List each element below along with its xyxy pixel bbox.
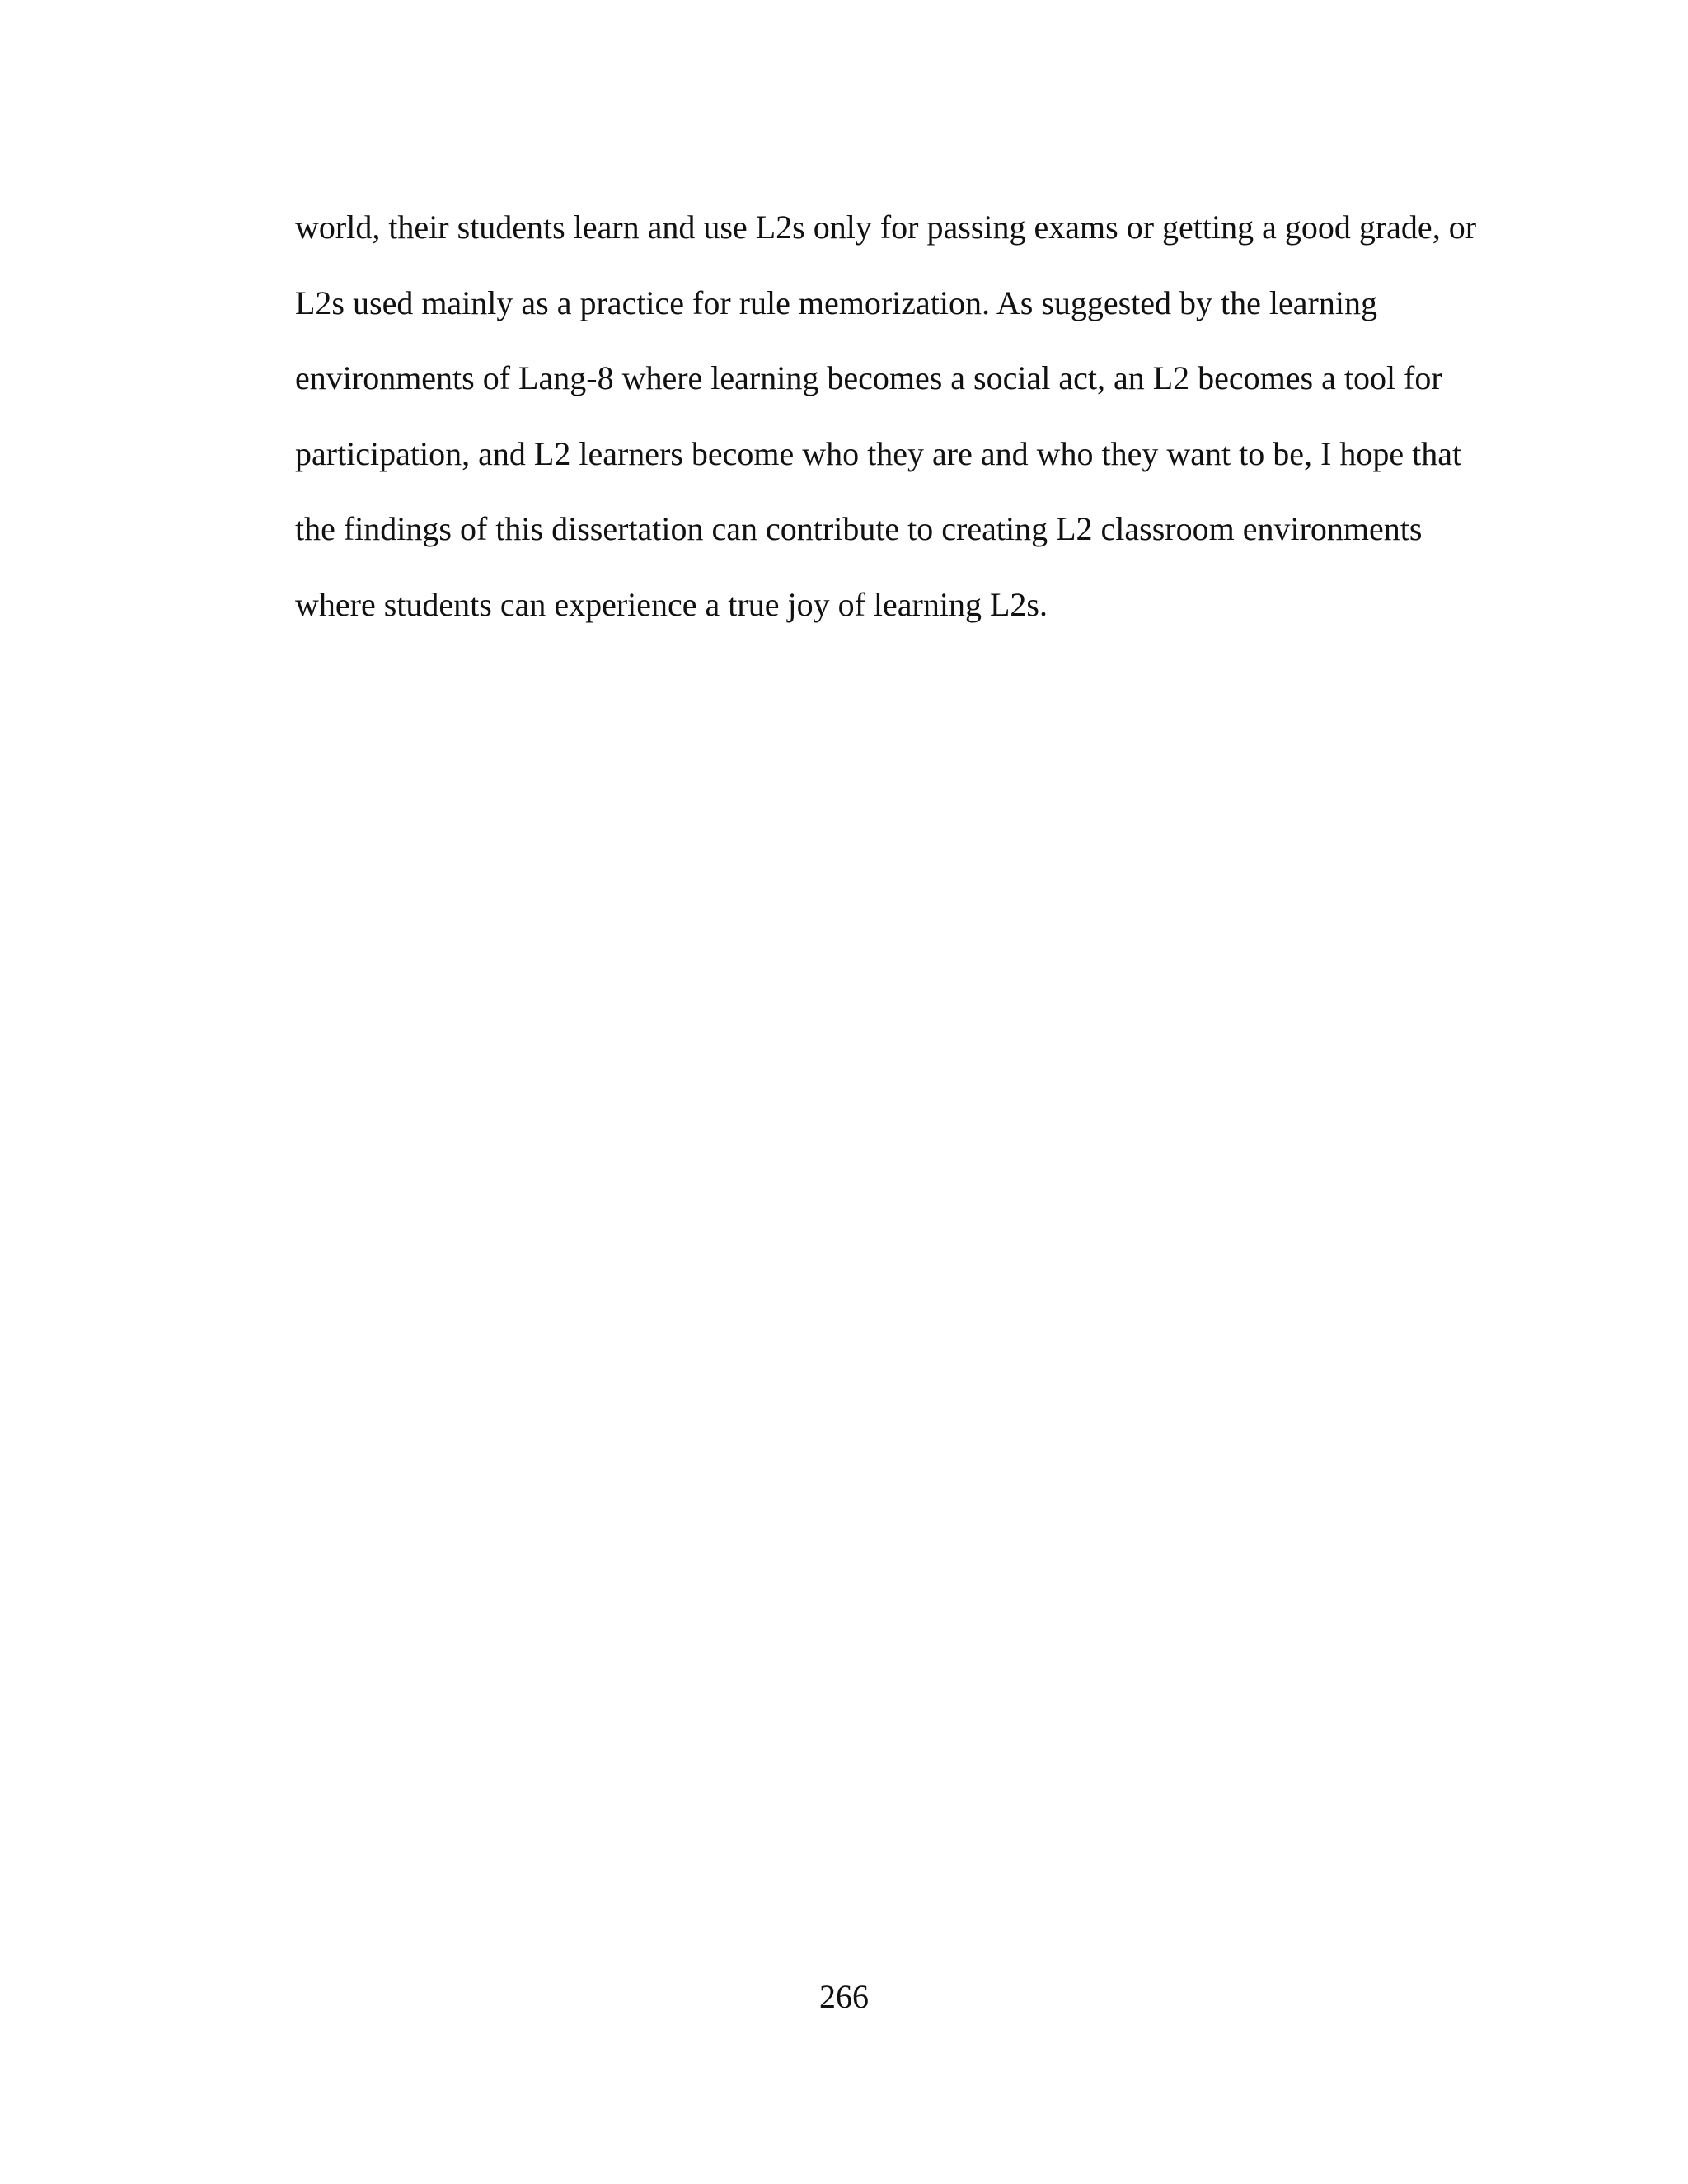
page-number: 266 <box>819 1978 869 2015</box>
text-line: environments of Lang-8 where learning becomes a social act, an L2 becomes a tool for <box>295 359 1442 397</box>
text-line: the findings of this dissertation can contribute to creating L2 classroom environments <box>295 510 1423 548</box>
text-line: where students can experience a true joy of learning L2s. <box>295 585 1048 623</box>
text-line: participation, and L2 learners become who they are and who they want to be, I hope that <box>295 434 1462 472</box>
text-line: L2s used mainly as a practice for rule memorization. As suggested by the learning <box>295 284 1377 321</box>
body-paragraph <box>295 190 1482 643</box>
text-line: world, their students learn and use L2s only for passing exams or getting a good grade, or <box>295 209 1477 246</box>
